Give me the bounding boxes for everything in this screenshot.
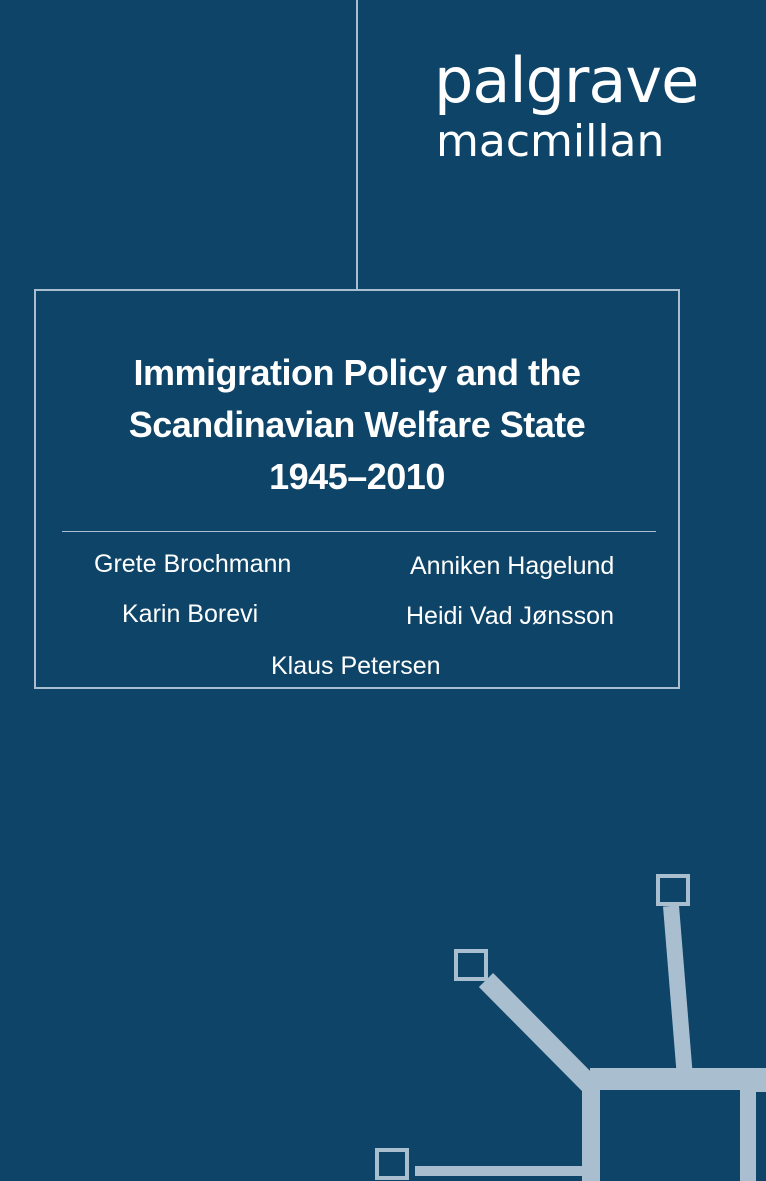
book-title-line2: Scandinavian Welfare State [128,404,586,445]
book-title-line1: Immigration Policy and the [133,352,581,393]
network-node [456,951,486,979]
book-title-line3: 1945–2010 [269,456,445,497]
author-name: Heidi Vad Jønsson [406,602,614,630]
author-name: Klaus Petersen [271,652,441,680]
publisher-name-line2: macmillan [436,116,665,167]
network-node [377,1150,407,1178]
publisher-name-line1: palgrave [434,44,699,117]
author-name: Anniken Hagelund [410,552,615,580]
author-name: Grete Brochmann [94,550,292,578]
network-node [658,876,688,904]
connector-line [486,980,590,1085]
connector-line [671,906,686,1090]
author-name: Karin Borevi [122,600,259,628]
network-hub-inner [600,1090,740,1181]
